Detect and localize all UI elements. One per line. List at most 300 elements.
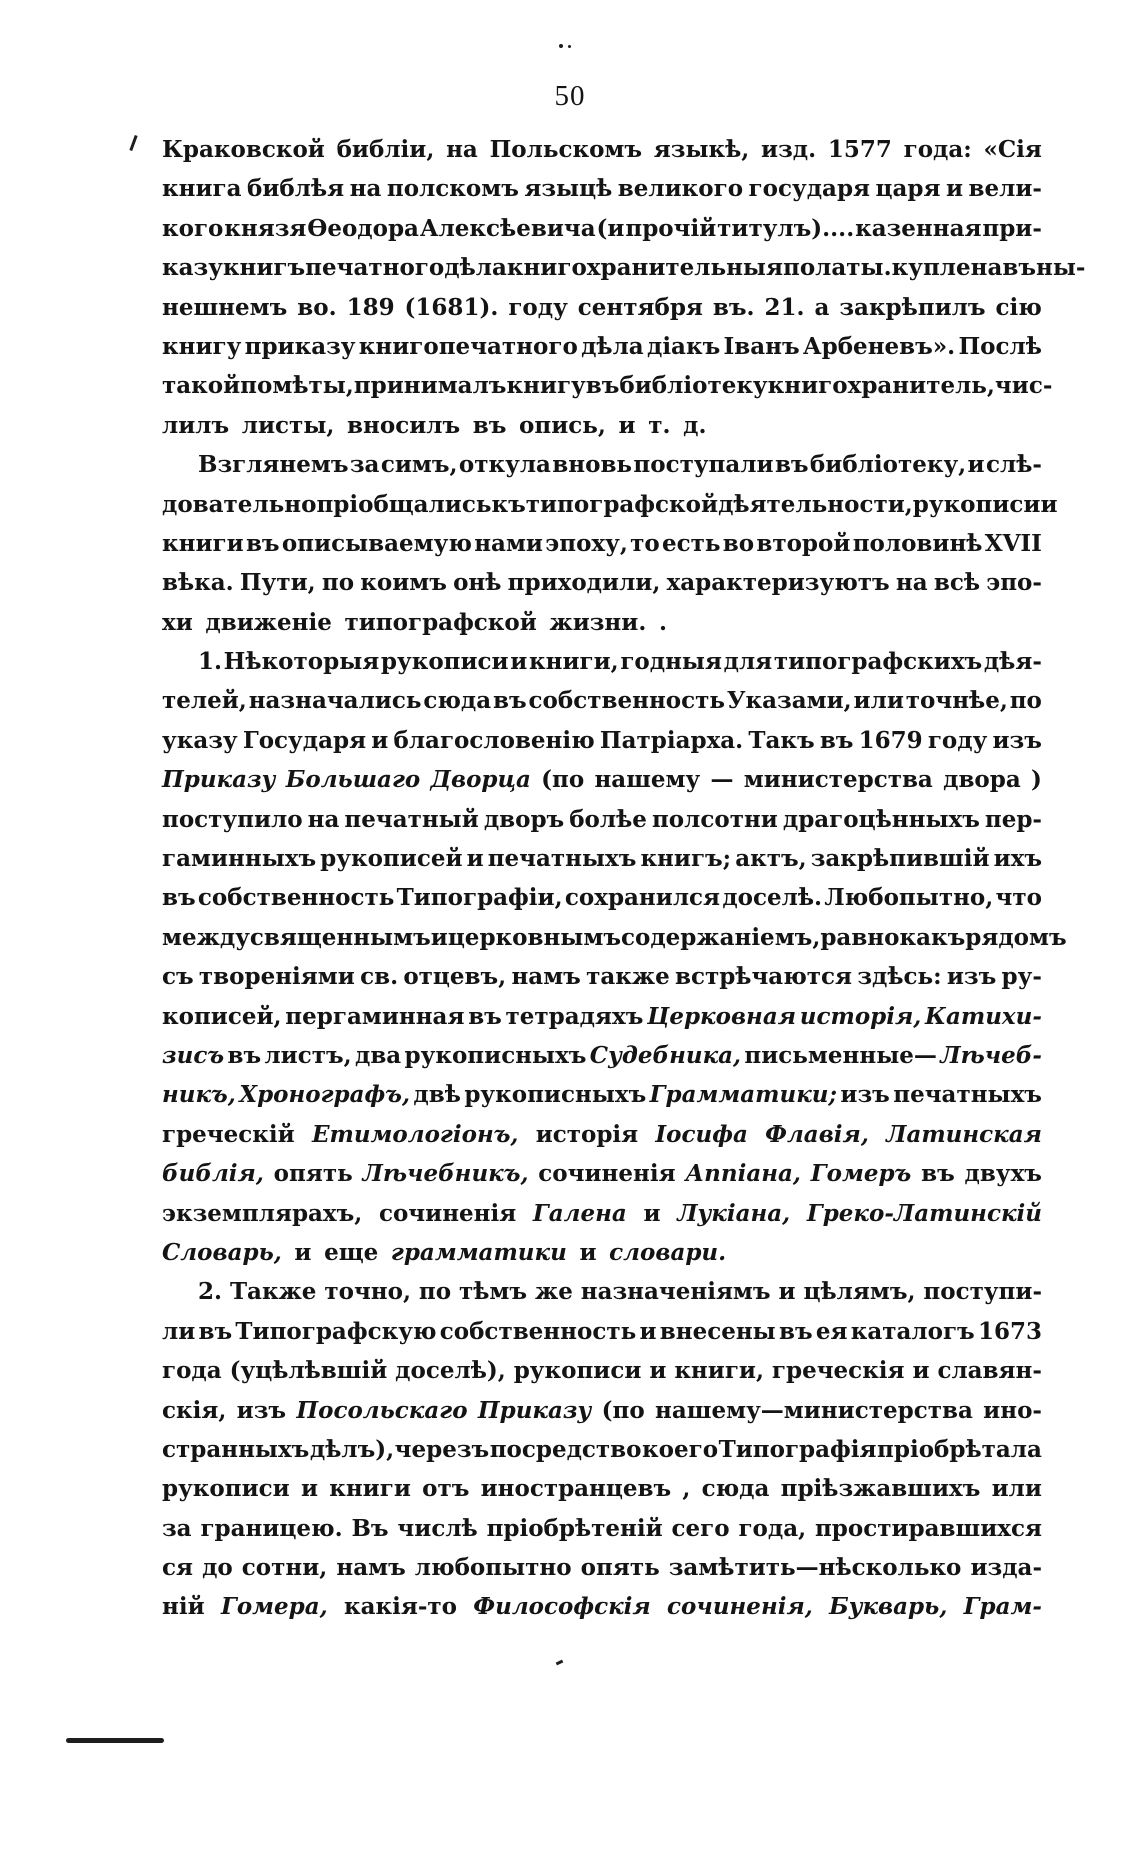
word: году [508, 293, 568, 321]
word: Патріарха. [599, 726, 744, 754]
word: эпоху, [545, 529, 628, 557]
italic-word: Церковная [647, 1002, 797, 1030]
text-line [162, 1548, 1042, 1587]
word: дѣлъ), [309, 1435, 395, 1463]
word: и [778, 1278, 796, 1306]
word: и [371, 726, 389, 754]
word: кописей, [162, 1002, 282, 1030]
word: Въ [351, 1514, 389, 1542]
word: есть [662, 529, 721, 557]
word: года [162, 1357, 222, 1385]
word: и [967, 451, 985, 479]
scan-mark-dash [66, 1738, 164, 1743]
word: 1673 [977, 1317, 1042, 1345]
word: библіи, [336, 136, 435, 163]
word: телей, [162, 687, 247, 715]
word: языцѣ [524, 175, 613, 203]
scan-mark-top [559, 44, 563, 48]
word: св. [360, 963, 399, 991]
word: съ [162, 963, 194, 991]
word: въ [227, 1041, 262, 1069]
word: . [658, 608, 667, 636]
word: сентября [577, 293, 703, 321]
word: чис- [994, 372, 1053, 400]
word: нашему [594, 766, 701, 794]
word: въ [778, 1317, 813, 1345]
word: въ [468, 1002, 502, 1030]
word: книги [329, 1475, 411, 1503]
italic-word: Приказу [162, 766, 276, 794]
word: Любопытно, [824, 884, 994, 912]
word: въ. [712, 293, 755, 321]
word: греческій [162, 1120, 295, 1148]
word: пріобрѣтала [877, 1435, 1042, 1463]
word: въ [245, 529, 280, 557]
word: собственность [197, 884, 395, 912]
italic-word: Посольскаго [296, 1396, 468, 1424]
italic-word: Судебника, [589, 1041, 742, 1069]
word: числѣ [397, 1514, 478, 1542]
text-line [162, 1351, 1042, 1390]
text-line [162, 642, 1042, 681]
word: характеризуютъ [666, 569, 890, 597]
italic-word: Грам- [963, 1593, 1042, 1621]
word: во [722, 529, 755, 557]
word: приказу [244, 332, 356, 360]
word: Нѣкоторыя [223, 648, 380, 676]
word: Послѣ [958, 332, 1042, 360]
word: рукописей [320, 845, 463, 873]
text-line [162, 130, 1042, 169]
italic-word: грамматики [390, 1238, 567, 1266]
text-line [162, 1430, 1042, 1469]
word: опять [273, 1160, 353, 1188]
text-line [162, 1509, 1042, 1548]
word: слѣ- [985, 451, 1042, 479]
text-line [162, 800, 1042, 839]
word: царя [875, 175, 941, 203]
word: въ [162, 884, 196, 912]
word: ру- [1001, 963, 1042, 991]
italic-word: Латинская [886, 1120, 1042, 1148]
italic-word: Аппіана, [685, 1160, 801, 1188]
text-line [162, 524, 1042, 563]
word: отъ [422, 1475, 470, 1503]
word: точно, [324, 1278, 411, 1306]
word: намъ [511, 963, 581, 991]
text-line [162, 918, 1067, 957]
word: 1679 [858, 726, 923, 754]
text-line [162, 1469, 1042, 1508]
word: назначались [248, 687, 422, 715]
word: въ [493, 687, 527, 715]
word: дѣя- [983, 648, 1042, 676]
word: Указами, [726, 687, 852, 715]
word: пергаминная [285, 1002, 465, 1030]
word: простиравшихся [814, 1514, 1042, 1542]
text-line [162, 760, 1042, 799]
word: 2. [198, 1278, 223, 1306]
word: князя [224, 214, 307, 242]
word: и [510, 648, 528, 676]
word: , [682, 1475, 691, 1503]
word: описываемую [281, 529, 472, 557]
word: приходили, [507, 569, 661, 597]
word: языкѣ, [653, 136, 750, 163]
word: году [927, 726, 988, 754]
word: скія, [162, 1396, 227, 1424]
word: (по [541, 766, 585, 794]
word: опять [580, 1554, 660, 1582]
word: собственность [439, 1317, 637, 1345]
word: т. [648, 411, 671, 439]
word: второй [756, 529, 851, 557]
word: греческія [771, 1357, 905, 1385]
word: и [430, 923, 448, 951]
word: священнымъ [249, 923, 431, 951]
word: или [991, 1475, 1042, 1503]
word: и [618, 411, 636, 439]
word: въ [198, 1317, 233, 1345]
text-line [162, 957, 1042, 996]
text-line [162, 1391, 1042, 1430]
scan-mark-left [129, 135, 137, 151]
word: Алексѣевича [419, 214, 596, 242]
text-line [162, 839, 1042, 878]
word: 1577 [827, 136, 892, 163]
word: года: [903, 136, 972, 163]
word: Краковской [162, 136, 325, 163]
word: пріобщались [316, 490, 492, 518]
word: ся [162, 1554, 193, 1582]
text-line [162, 485, 1058, 524]
italic-word: библія, [162, 1160, 264, 1188]
word: эпо- [986, 569, 1042, 597]
italic-word: Гомеръ [810, 1160, 912, 1188]
word: печатныхъ [487, 845, 637, 873]
word: же [534, 1278, 573, 1306]
word: библѣя [247, 175, 345, 203]
word: закрѣпилъ [839, 293, 986, 321]
word: какъ [899, 923, 966, 951]
word: сочиненія [378, 1199, 517, 1227]
word: государя [748, 175, 871, 203]
word: посредство [489, 1435, 642, 1463]
word: коимъ [360, 569, 447, 597]
word: твореніями [198, 963, 355, 991]
word: министерства [743, 766, 933, 794]
word: и [639, 1317, 657, 1345]
word: (1681). [404, 293, 499, 321]
word: библіотеку, [809, 451, 967, 479]
italic-word: Приказу [477, 1396, 592, 1424]
word: книга [162, 175, 242, 203]
italic-word: исторія, [799, 1002, 922, 1030]
word: въ [819, 726, 854, 754]
word: отцевъ, [403, 963, 507, 991]
word: изъ [840, 1081, 890, 1109]
word: къ [491, 490, 526, 518]
word: типографской [525, 490, 719, 518]
word: указу [162, 726, 238, 754]
word: сюда [701, 1475, 770, 1503]
word: до [202, 1554, 233, 1582]
italic-word: Философскія [473, 1593, 651, 1621]
word: симъ, [380, 451, 458, 479]
word: церковнымъ [447, 923, 621, 951]
word: и [1040, 490, 1058, 518]
word: въ [1002, 254, 1036, 282]
word: внесены [659, 1317, 776, 1345]
word: рукописи [513, 1357, 642, 1385]
word: какія-то [343, 1593, 457, 1621]
word: Также [229, 1278, 317, 1306]
italic-word: Флавія, [765, 1120, 869, 1148]
text-line [162, 1115, 1042, 1154]
word: а [814, 293, 830, 321]
word: (по [601, 1396, 645, 1424]
word: печатныхъ [893, 1081, 1042, 1109]
word: во. [297, 293, 337, 321]
word: полсотни [651, 805, 778, 833]
word: собственность [528, 687, 725, 715]
word: для [723, 648, 773, 676]
word: печатный [344, 805, 479, 833]
word: поступи- [923, 1278, 1042, 1306]
word: на [446, 136, 478, 163]
word: и [643, 1199, 661, 1227]
word: намъ [336, 1554, 406, 1582]
word: и [300, 1475, 318, 1503]
italic-word: Етимологіонъ, [311, 1120, 519, 1148]
text-line [162, 327, 1042, 366]
word: дворъ [483, 805, 565, 833]
word: куплена [891, 254, 1003, 282]
word: актъ, [735, 845, 807, 873]
word: любопытно [414, 1554, 572, 1582]
word: назначеніямъ [580, 1278, 771, 1306]
italic-word: Катихи- [925, 1002, 1042, 1030]
word: и [945, 175, 964, 203]
word: 189 [346, 293, 395, 321]
word: нешнемъ [162, 293, 288, 321]
text-line [162, 721, 1042, 760]
word: годныя [620, 648, 722, 676]
word: нами [474, 529, 543, 557]
word: тѣмъ [459, 1278, 528, 1306]
word: ній [162, 1593, 205, 1621]
word: книгохранительныя [506, 254, 783, 282]
word: книги, [529, 648, 619, 676]
word: двухъ [964, 1160, 1042, 1188]
scan-mark-bottom [556, 1660, 564, 1666]
word: Типографія [718, 1435, 877, 1463]
word: типографскихъ [773, 648, 983, 676]
word: въ [472, 411, 507, 439]
word: пер- [984, 805, 1042, 833]
italic-word: Грамматики; [649, 1081, 837, 1109]
word: книги, [674, 1357, 764, 1385]
word: границею. [200, 1514, 343, 1542]
word: — [710, 766, 734, 794]
body-text [162, 130, 1086, 1627]
word: въ [774, 451, 809, 479]
italic-word: словари. [609, 1238, 727, 1266]
text-line [162, 366, 1053, 405]
italic-word: никъ, [162, 1081, 236, 1109]
word: изд. [761, 136, 817, 163]
word: на [307, 805, 340, 833]
italic-word: Греко-Латинскій [806, 1199, 1042, 1227]
word: рукописи [380, 648, 509, 676]
text-line [162, 1154, 1042, 1193]
text-line [162, 1272, 1042, 1311]
word: книгопечатного [358, 332, 578, 360]
word: на [895, 569, 928, 597]
word: сочиненія [538, 1160, 676, 1188]
word: библіотеку [619, 372, 768, 400]
word: «Сія [983, 136, 1042, 163]
word: встрѣчаются [674, 963, 853, 991]
word: въ [921, 1160, 955, 1188]
word: тетрадяхъ [505, 1002, 644, 1030]
word: цѣлямъ, [803, 1278, 916, 1306]
word: вновь [552, 451, 633, 479]
page-number: 50 [554, 80, 586, 112]
text-line [162, 1075, 1042, 1114]
word: дѣла [444, 254, 507, 282]
word: то [630, 529, 660, 557]
word: гаминныхъ [162, 845, 317, 873]
word: равно [820, 923, 900, 951]
word: еще [324, 1238, 379, 1266]
word: странныхъ [162, 1435, 310, 1463]
word: хи [162, 608, 193, 636]
text-line [162, 1036, 1042, 1075]
word: половинѣ [852, 529, 983, 557]
word: поступали [633, 451, 774, 479]
word: книгъпечатного [222, 254, 445, 282]
italic-word: Словарь, [162, 1238, 282, 1266]
word: письменные— [744, 1041, 937, 1069]
word: точнѣе, [905, 687, 1008, 715]
word: казенная [855, 214, 982, 242]
word: двѣ [413, 1081, 461, 1109]
text-line [162, 406, 1042, 445]
italic-word: Хронографъ, [239, 1081, 410, 1109]
text-line [162, 209, 1042, 248]
scan-mark-top-2 [568, 45, 571, 48]
text-line [162, 1233, 1042, 1272]
word: содержаніемъ, [620, 923, 821, 951]
word: поступило [162, 805, 303, 833]
word: сего [671, 1514, 730, 1542]
word: замѣтить—нѣсколько [668, 1554, 962, 1582]
word: изъ [236, 1396, 287, 1424]
word: болѣе [569, 805, 647, 833]
word: прочій [625, 214, 717, 242]
word: и [579, 1238, 597, 1266]
word: довательно [162, 490, 317, 518]
word: каталогъ [850, 1317, 975, 1345]
word: драгоцѣнныхъ [782, 805, 980, 833]
word: помѣты, [240, 372, 354, 400]
text-line [162, 169, 1042, 208]
word: такой [162, 372, 241, 400]
word: вносилъ [347, 411, 461, 439]
word: Взглянемъ [198, 451, 349, 479]
word: въ [585, 372, 620, 400]
text-line [162, 1312, 1042, 1351]
word: исторія [535, 1120, 639, 1148]
word: закрѣпившій [810, 845, 990, 873]
word: доселѣ), [395, 1357, 506, 1385]
word: ея [815, 1317, 848, 1345]
italic-word: Букварь, [829, 1593, 948, 1621]
italic-word: Дворца [430, 766, 531, 794]
word: листъ, [264, 1041, 352, 1069]
word: по [1009, 687, 1042, 715]
word: сюда [423, 687, 492, 715]
word: сотни, [241, 1554, 328, 1582]
word: откула [458, 451, 551, 479]
word: жизни. [549, 608, 647, 636]
word: при- [982, 214, 1042, 242]
italic-word: Лѣчебникъ, [362, 1160, 529, 1188]
word: славян- [937, 1357, 1042, 1385]
word: вѣка. [162, 569, 234, 597]
word: типографской [344, 608, 537, 636]
word: изъ [992, 726, 1042, 754]
word: дѣла [581, 332, 644, 360]
word: ихъ [993, 845, 1042, 873]
word: полскомъ [386, 175, 519, 203]
word: 1. [198, 648, 223, 676]
word: доселѣ. [722, 884, 823, 912]
word: за [349, 451, 380, 479]
word: и [649, 1357, 667, 1385]
text-line [162, 288, 1042, 327]
text-line [162, 997, 1042, 1036]
word: двора [943, 766, 1021, 794]
word: рядомъ [965, 923, 1067, 951]
word: Ѳеодора [307, 214, 419, 242]
italic-word: Лѣчеб- [940, 1041, 1042, 1069]
word: (уцѣлѣвшій [229, 1357, 388, 1385]
word: два [354, 1041, 402, 1069]
word: ли [162, 1317, 196, 1345]
word: что [995, 884, 1042, 912]
word: (и [596, 214, 625, 242]
word: пріѣзжавшихъ [780, 1475, 981, 1503]
italic-word: Галена [532, 1199, 627, 1227]
italic-word: Іосифа [655, 1120, 748, 1148]
word: всѣ [933, 569, 981, 597]
word: вели- [968, 175, 1042, 203]
word: коего [642, 1435, 719, 1463]
word: рукописныхъ [464, 1081, 647, 1109]
italic-word: сочиненія, [667, 1593, 813, 1621]
word: ны- [1036, 254, 1086, 282]
word: за [162, 1514, 192, 1542]
text-line [162, 878, 1042, 917]
word: 21. [764, 293, 805, 321]
word: рукописи [912, 490, 1041, 518]
word: ино- [983, 1396, 1042, 1424]
italic-word: Гомера, [220, 1593, 328, 1621]
word: онѣ [453, 569, 502, 597]
word: сію [995, 293, 1042, 321]
